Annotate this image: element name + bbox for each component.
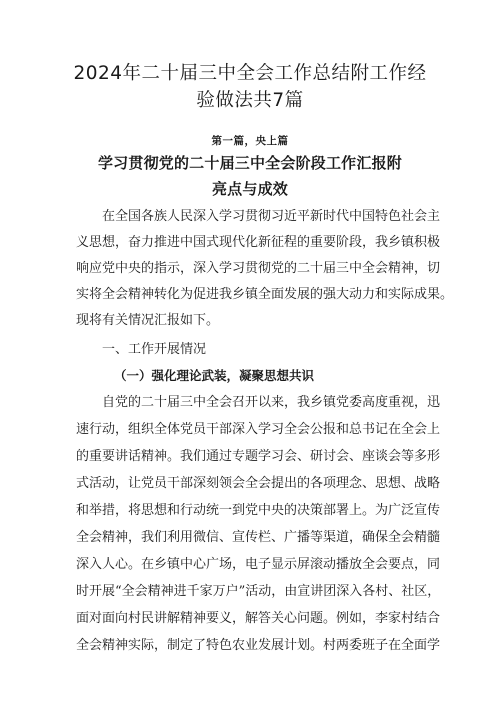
body-line-2: 速行动，组织全体党员干部深入学习全会公报和总书记在全会上 bbox=[76, 422, 441, 437]
section-heading-1-1: （一）强化理论武装，凝聚思想共识 bbox=[114, 368, 315, 383]
body-line-6: 全会精神，我们利用微信、宣传栏、广播等渠道，确保全会精髓 bbox=[76, 530, 441, 545]
section-heading-1: 一、工作开展情况 bbox=[102, 342, 207, 357]
article-title-line-2: 亮点与成效 bbox=[211, 180, 288, 198]
part-label: 第一篇，央上篇 bbox=[211, 135, 289, 147]
intro-line-3: 响应党中央的指示，深入学习贯彻党的二十届三中全会精神，切 bbox=[76, 261, 441, 276]
body-line-9: 面对面向村民讲解精神要义，解答关心问题。例如，李家村结合 bbox=[76, 611, 441, 626]
body-line-10: 全会精神实际，制定了特色农业发展计划。村两委班子在全面学 bbox=[76, 638, 441, 653]
body-line-8: 时开展“全会精神进千家万户”活动，由宣讲团深入各村、社区， bbox=[76, 584, 441, 599]
body-line-5: 和举措，将思想和行动统一到党中央的决策部署上。为广泛宣传 bbox=[76, 503, 441, 518]
body-line-1: 自党的二十届三中全会召开以来，我乡镇党委高度重视，迅 bbox=[102, 395, 441, 410]
document-title-line-1: 2024年二十届三中全会工作总结附工作经 bbox=[73, 63, 427, 84]
intro-line-5: 现将有关情况汇报如下。 bbox=[76, 313, 220, 328]
intro-line-4: 实将全会精神转化为促进我乡镇全面发展的强大动力和实际成果。 bbox=[76, 287, 454, 302]
article-title-line-1: 学习贯彻党的二十届三中全会阶段工作汇报附 bbox=[97, 154, 402, 172]
body-line-4: 式活动，让党员干部深刻领会全会提出的各项理念、思想、战略 bbox=[76, 476, 441, 491]
document-title-line-2: 验做法共7篇 bbox=[196, 90, 304, 111]
intro-line-2: 义思想，奋力推进中国式现代化新征程的重要阶段，我乡镇积极 bbox=[76, 235, 441, 250]
body-line-7: 深入人心。在乡镇中心广场，电子显示屏滚动播放全会要点，同 bbox=[76, 557, 441, 572]
body-line-3: 的重要讲话精神。我们通过专题学习会、研讨会、座谈会等多形 bbox=[76, 449, 441, 464]
intro-line-1: 在全国各族人民深入学习贯彻习近平新时代中国特色社会主 bbox=[102, 209, 441, 224]
